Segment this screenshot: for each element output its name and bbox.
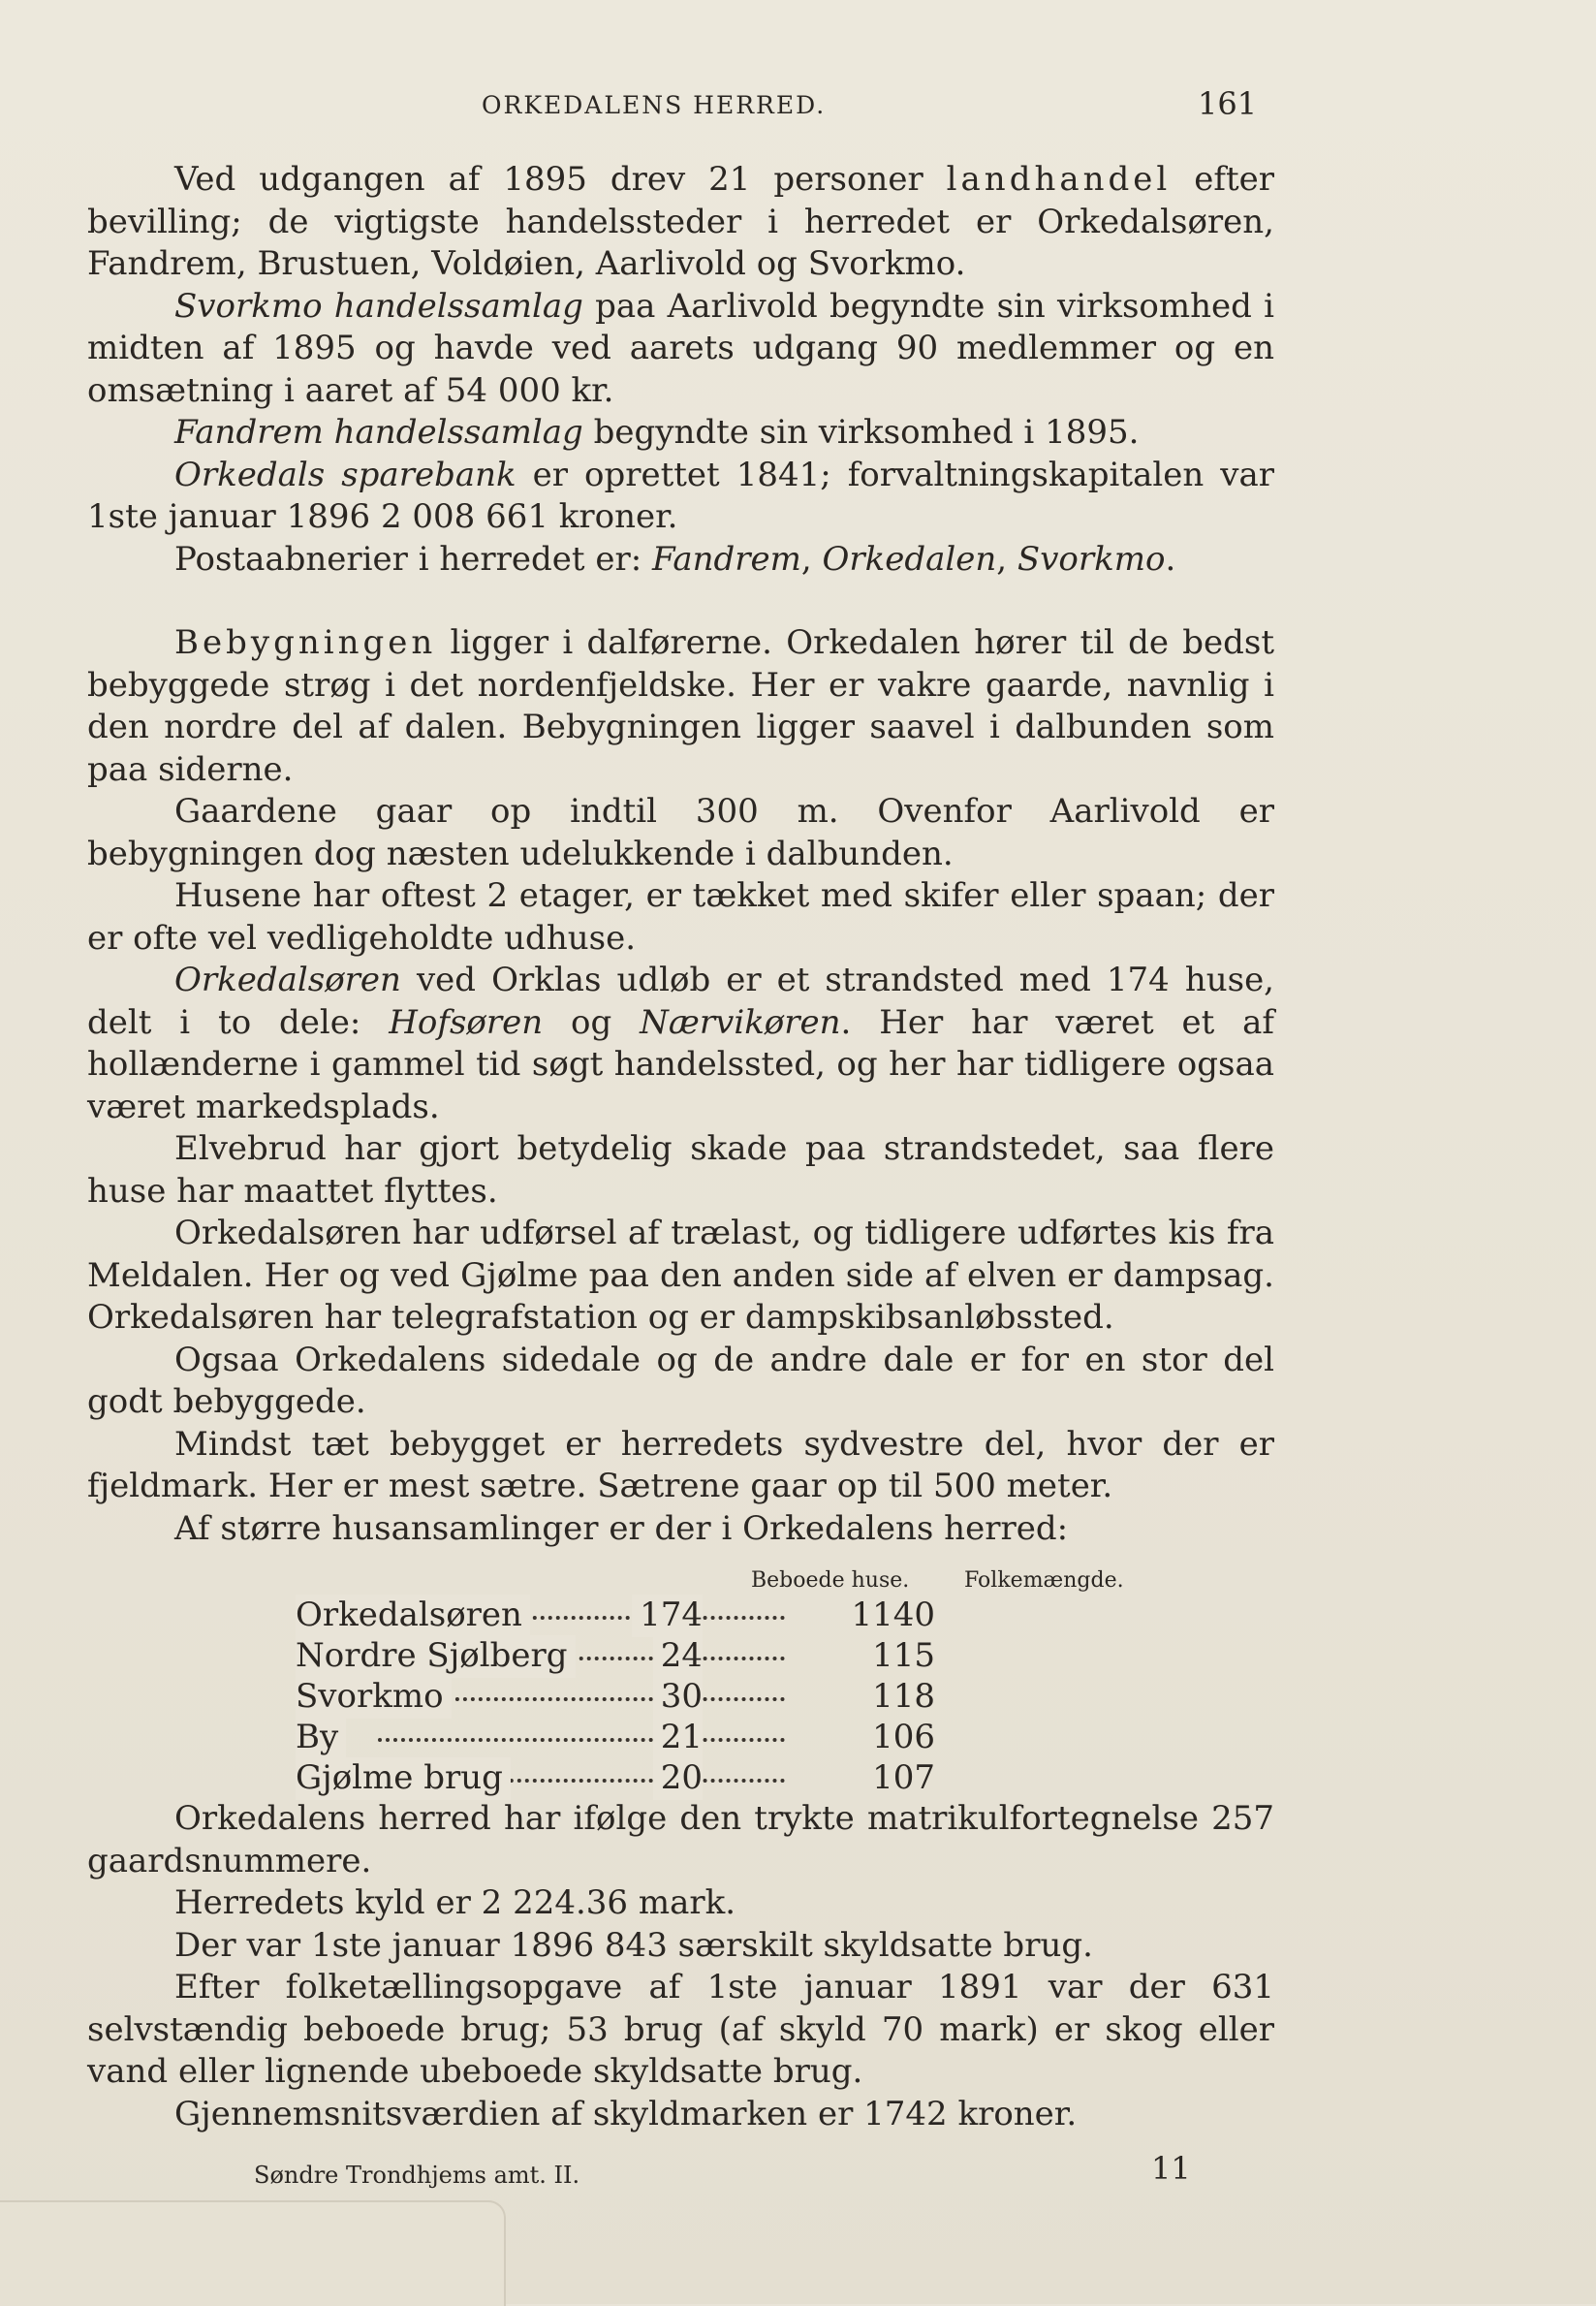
- italic-term: Orkedals sparebank: [174, 455, 516, 494]
- settlement-name: Orkedalsøren: [296, 1595, 530, 1637]
- text-run: efter bevilling; de vigtigste handelssteder i herredet er Orkedalsøren, Fandrem, Brustuen, Voldøien, Aarlivold og Svorkmo.: [87, 160, 1274, 283]
- paragraph: [87, 412, 1274, 455]
- italic-term: Hofsøren: [389, 1002, 544, 1042]
- text-run: ved Orklas udløb er et strandsted med 174 huse, delt i to dele:: [87, 961, 1274, 1042]
- table-rows: [87, 1595, 1274, 1798]
- column-header-houses: Beboede huse.: [751, 1568, 910, 1593]
- paragraph: [87, 1967, 1274, 2094]
- text-run: Gaardene gaar op indtil 300 m. Ovenfor Aarlivold er bebygningen dog næsten udelukkende i dalbunden.: [87, 792, 1274, 873]
- paragraph: [87, 1925, 1274, 1968]
- page-number: 161: [1198, 85, 1258, 122]
- italic-term: Orkedalen: [822, 539, 997, 579]
- text-run: Efter folketællingsopgave af 1ste januar 1891 var der 631 selvstændig beboede brug; 53 brug (af skyld 70 mark) er skog eller vand eller lignende ubeboede skyldsatte brug.: [87, 1968, 1274, 2091]
- paragraph: [87, 1508, 1274, 1551]
- paragraph: [87, 1213, 1274, 1340]
- italic-term: Svorkmo handelssamlag: [174, 286, 583, 326]
- settlement-name: Svorkmo: [296, 1676, 452, 1719]
- text-run: Ogsaa Orkedalens sidedale og de andre dale er for en stor del godt bebyggede.: [87, 1340, 1274, 1421]
- paragraph: [87, 539, 1274, 582]
- italic-term: Fandrem handelssamlag: [174, 413, 583, 452]
- text-run: er oprettet 1841; forvaltningskapitalen var 1ste januar 1896 2 008 661 kroner.: [87, 455, 1274, 536]
- paragraph: [87, 286, 1274, 413]
- text-run: Der var 1ste januar 1896 843 særskilt skyldsatte brug.: [174, 1925, 1093, 1965]
- table-row: [87, 1717, 1274, 1757]
- paragraph: [87, 791, 1274, 875]
- text-run: Mindst tæt bebygget er herredets sydvestre del, hvor der er fjeldmark. Her er mest sætre. Sætrene gaar op til 500 meter.: [87, 1424, 1274, 1505]
- paragraph-spacer: [87, 581, 1274, 622]
- paragraph: [87, 1340, 1274, 1424]
- settlement-name: Gjølme brug: [296, 1757, 511, 1800]
- paragraphs-after-table: [87, 1798, 1274, 2135]
- inhabited-houses-value: 20: [653, 1757, 703, 1800]
- page-edge-shadow: [0, 2200, 506, 2306]
- paragraph: [87, 875, 1274, 960]
- population-value: 106: [872, 1718, 935, 1756]
- table-header: [87, 1556, 1274, 1595]
- spaced-keyword: Bebygningen: [174, 623, 437, 662]
- leader-dots: [378, 1738, 785, 1742]
- text-run: Postaabnerier i herredet er:: [174, 539, 653, 579]
- paragraph: [87, 622, 1274, 791]
- italic-term: Fandrem: [652, 539, 801, 579]
- text-run: . Her har været et af hollænderne i gammel tid søgt handelssted, og her har tidligere ogsaa været markedsplads.: [87, 1002, 1274, 1126]
- population-value: 107: [872, 1758, 935, 1797]
- paragraph: [87, 2094, 1274, 2136]
- inhabited-houses-value: 30: [653, 1676, 703, 1719]
- text-run: Af større husansamlinger er der i Orkedalens herred:: [174, 1508, 1069, 1548]
- paragraph: [87, 1128, 1274, 1213]
- spaced-keyword: landhandel: [946, 160, 1172, 199]
- italic-term: Svorkmo: [1017, 539, 1166, 579]
- italic-term: Orkedalsøren: [174, 961, 401, 999]
- settlement-name: Nordre Sjølberg: [296, 1635, 576, 1678]
- table-row: [87, 1635, 1274, 1676]
- page-header: [0, 85, 1596, 124]
- text-run: Orkedalsøren har udførsel af trælast, og tidligere udførtes kis fra Meldalen. Her og ved Gjølme paa den anden side af elven er dampsag. Orkedalsøren har telegrafstation og er dampskibsanløbssted.: [87, 1214, 1274, 1337]
- table-row: [87, 1676, 1274, 1717]
- inhabited-houses-value: 24: [653, 1635, 703, 1678]
- population-value: 1140: [851, 1595, 935, 1634]
- text-run: og: [543, 1002, 641, 1042]
- table-row: [87, 1595, 1274, 1635]
- text-run: begyndte sin virksomhed i 1895.: [582, 413, 1140, 452]
- population-value: 118: [872, 1677, 935, 1716]
- text-run: ,: [800, 539, 823, 579]
- inhabited-houses-value: 174: [632, 1595, 703, 1637]
- settlement-name: By: [296, 1717, 346, 1759]
- paragraph: [87, 1882, 1274, 1925]
- printer-signature: Søndre Trondhjems amt. II.: [254, 2162, 580, 2189]
- italic-term: Nærvikøren: [640, 1002, 841, 1042]
- inhabited-houses-value: 21: [653, 1717, 703, 1759]
- sheet-number: 11: [1151, 2150, 1191, 2187]
- running-head: ORKEDALENS HERRED.: [482, 91, 827, 119]
- paragraph: [87, 1424, 1274, 1508]
- text-run: ligger i dalførerne. Orkedalen hører til de bedst bebyggede strøg i det nordenfjeldske. Her er vakre gaarde, navnlig i den nordre del af dalen. Bebygningen ligger saavel i dalbunden som paa siderne.: [87, 623, 1274, 789]
- paragraph: [87, 960, 1274, 1128]
- text-run: Orkedalens herred har ifølge den trykte matrikulfortegnelse 257 gaardsnummere.: [87, 1799, 1274, 1880]
- paragraphs-before-table: [87, 159, 1274, 1550]
- text-run: ,: [996, 539, 1017, 579]
- table-row: [87, 1757, 1274, 1798]
- text-run: paa Aarlivold begyndte sin virksomhed i midten af 1895 og havde ved aarets udgang 90 medlemmer og en omsætning i aaret af 54 000 kr.: [87, 286, 1274, 410]
- text-run: Elvebrud har gjort betydelig skade paa strandstedet, saa flere huse har maattet flyttes.: [87, 1129, 1274, 1211]
- page-footer: [0, 2150, 1596, 2189]
- settlements-table: [87, 1556, 1274, 1798]
- text-run: Gjennemsnitsværdien af skyldmarken er 1742 kroner.: [174, 2094, 1078, 2133]
- text-run: .: [1165, 539, 1176, 579]
- paragraph: [87, 159, 1274, 286]
- text-run: Ved udgangen af 1895 drev 21 personer: [174, 160, 947, 199]
- population-value: 115: [872, 1636, 935, 1675]
- text-run: Husene har oftest 2 etager, er tækket med skifer eller spaan; der er ofte vel vedligeholdte udhuse.: [87, 876, 1274, 958]
- text-run: Herredets kyld er 2 224.36 mark.: [174, 1883, 736, 1922]
- page-body: [87, 159, 1274, 2135]
- column-header-population: Folkemængde.: [964, 1568, 1124, 1593]
- paragraph: [87, 1798, 1274, 1882]
- paragraph: [87, 455, 1274, 539]
